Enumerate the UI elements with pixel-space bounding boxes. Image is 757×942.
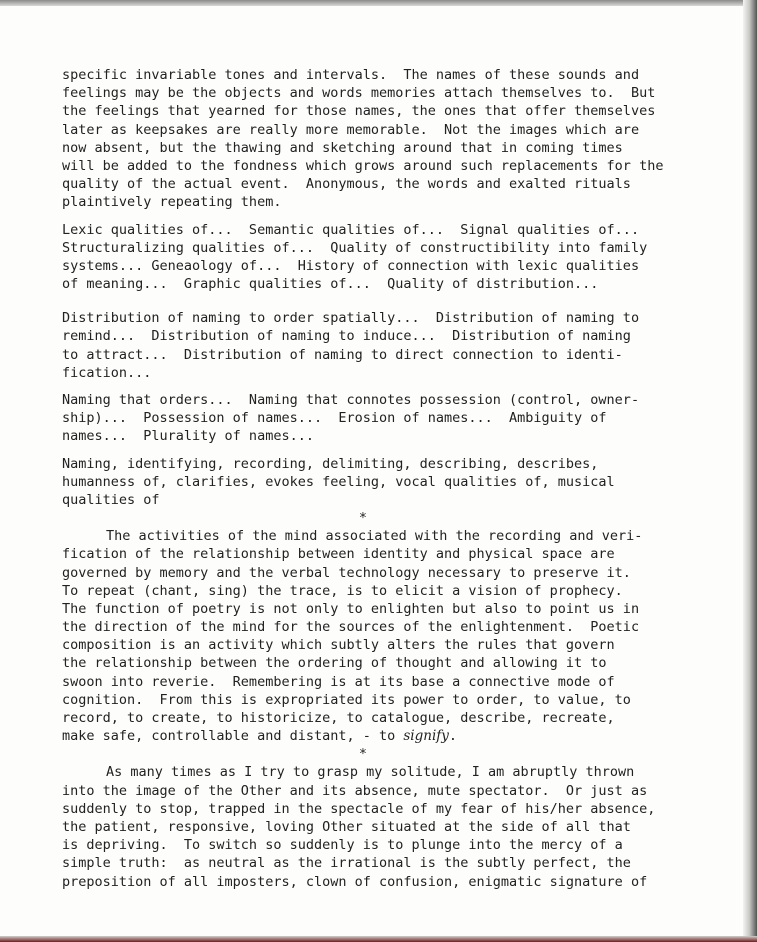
text-line: is depriving. To switch so suddenly is to plunge into the mercy of a — [62, 837, 623, 854]
text-line: To repeat (chant, sing) the trace, is to elicit a vision of prophecy. — [62, 582, 623, 599]
last-line-suffix: . — [448, 728, 458, 745]
scan-edge-top — [0, 0, 757, 6]
text-line: The activities of the mind associated with the recording and veri- — [106, 528, 643, 545]
text-line: Distribution of naming to order spatially... Distribution of naming to — [62, 310, 640, 327]
text-line: later as keepsakes are really more memorable. Not the images which are — [62, 121, 640, 138]
emphasized-word: signify — [403, 728, 449, 745]
text-line: into the image of the Other and its absence, mute spectator. Or just as — [62, 782, 648, 799]
text-line: governed by memory and the verbal technology necessary to preserve it. — [62, 564, 631, 581]
text-line: plaintively repeating them. — [62, 194, 282, 211]
text-line: composition is an activity which subtly alters the rules that govern — [62, 637, 615, 654]
text-line: simple truth: as neutral as the irrational is the subtly perfect, the — [62, 855, 631, 872]
text-line: specific invariable tones and intervals. The names of these sounds and — [62, 67, 640, 83]
text-line: of meaning... Graphic qualities of... Quality of distribution... — [62, 276, 599, 293]
paragraph-3 — [62, 309, 734, 382]
typewritten-text — [62, 66, 734, 891]
text-line: swoon into reverie. Remembering is at its base a connective mode of — [62, 673, 615, 690]
text-line: the patient, responsive, loving Other situated at the side of all that — [62, 818, 631, 835]
text-line: ship)... Possession of names... Erosion of names... Ambiguity of — [62, 410, 607, 427]
scan-edge-right — [743, 0, 757, 942]
last-line-prefix: make safe, controllable and distant, - to — [62, 728, 404, 745]
text-line: preposition of all imposters, clown of confusion, enigmatic signature of — [62, 873, 648, 890]
text-line: cognition. From this is expropriated its power to order, to value, to — [62, 691, 631, 708]
text-line: to attract... Distribution of naming to direct connection to identi- — [62, 346, 623, 363]
text-line: the relationship between the ordering of thought and allowing it to — [62, 655, 607, 672]
text-line: will be added to the fondness which grows around such replacements for the — [62, 157, 664, 174]
paragraph-7 — [62, 763, 734, 890]
text-line: Lexic qualities of... Semantic qualities of... Signal qualities of... — [62, 221, 640, 238]
paragraph-1 — [62, 66, 734, 212]
text-line: record, to create, to historicize, to catalogue, describe, recreate, — [62, 710, 615, 726]
text-line: feelings may be the objects and words memories attach themselves to. But — [62, 85, 656, 102]
text-line: The function of poetry is not only to enlighten but also to point us in — [62, 600, 640, 617]
text-line: the direction of the mind for the sources of the enlightenment. Poetic — [62, 619, 640, 636]
text-line-last — [62, 727, 734, 745]
text-line: Naming that orders... Naming that connotes possession (control, owner- — [62, 392, 640, 408]
text-line: humanness of, clarifies, evokes feeling, vocal qualities of, musical — [62, 473, 615, 490]
text-line: remind... Distribution of naming to induce... Distribution of naming — [62, 328, 631, 345]
text-line: fication... — [62, 364, 152, 381]
scan-edge-bottom — [0, 936, 757, 942]
text-line: As many times as I try to grasp my solitude, I am abruptly thrown — [106, 764, 635, 781]
text-line: quality of the actual event. Anonymous, the words and exalted rituals — [62, 176, 631, 193]
text-line: the feelings that yearned for those names, the ones that offer themselves — [62, 103, 656, 120]
text-line: Naming, identifying, recording, delimiting, describing, describes, — [62, 455, 599, 472]
section-separator: * — [358, 746, 368, 763]
paragraph-5 — [62, 455, 734, 510]
text-line: systems... Geneaology of... History of connection with lexic qualities — [62, 257, 640, 274]
text-line: Structuralizing qualities of... Quality of constructibility into family — [62, 239, 648, 256]
text-line: now absent, but the thawing and sketching around that in coming times — [62, 139, 623, 156]
text-line: suddenly to stop, trapped in the spectacle of my fear of his/her absence, — [62, 800, 656, 817]
paragraph-6 — [62, 527, 734, 745]
text-line: qualities of — [62, 491, 160, 508]
text-line: fication of the relationship between identity and physical space are — [62, 546, 615, 563]
section-separator: * — [358, 510, 368, 527]
paragraph-4 — [62, 391, 734, 446]
text-line: names... Plurality of names... — [62, 428, 314, 445]
paragraph-2 — [62, 221, 734, 294]
